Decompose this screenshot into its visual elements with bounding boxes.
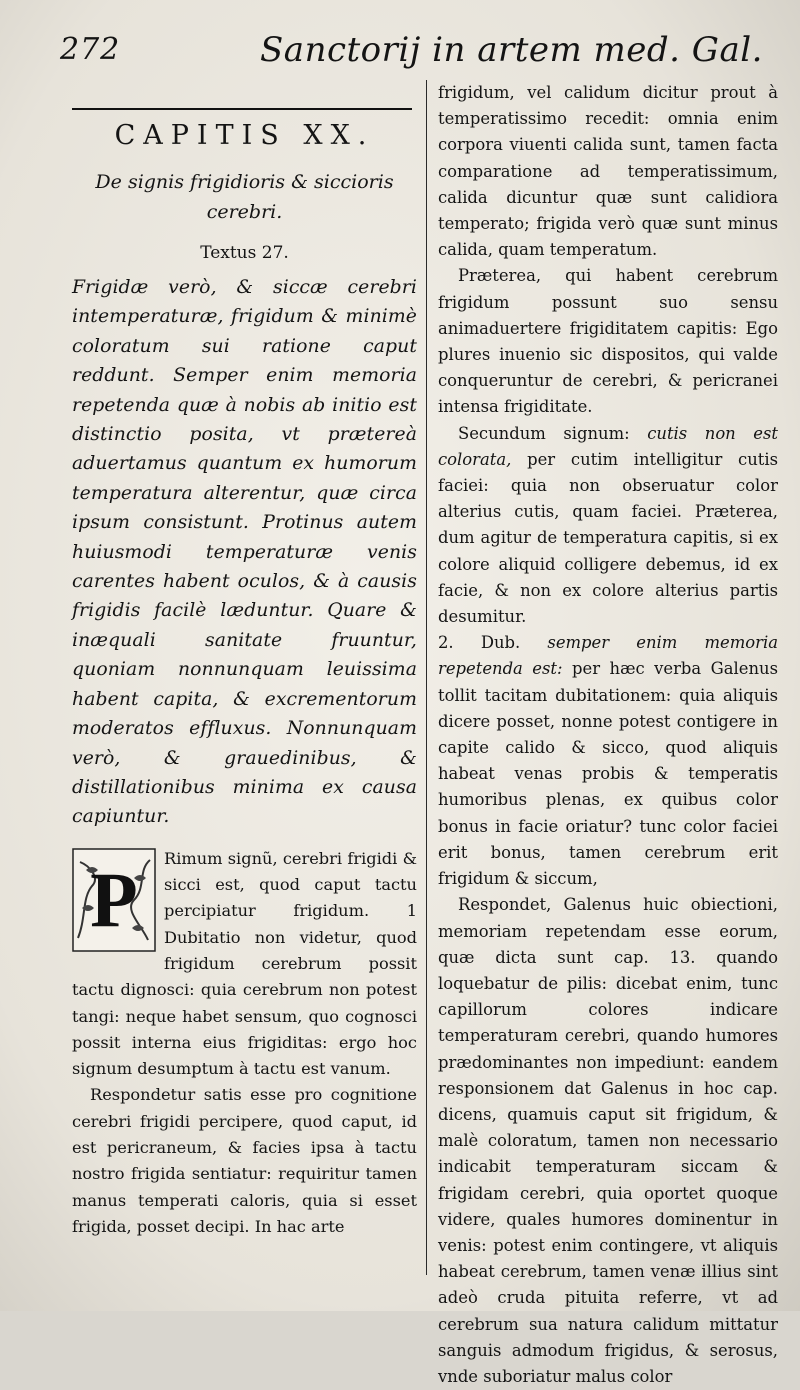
svg-text:P: P (90, 855, 138, 943)
commentary-left (72, 846, 417, 1240)
galen-text: Frigidæ verò, & siccæ cerebri intemperaturæ, frigidum & minimè coloratum sui ratione caput reddunt. Semper enim memoria repetenda quæ à nobis ab initio est distinctio posita, vt prætereà aduertamus quantum ex humorum temperatura alterentur, quæ circa ipsum consistunt. Protinus autem huiusmodi temperaturæ venis carentes habent oculos, & à causis frigidis facilè læduntur. Quare & inæquali sanitate fruuntur, quoniam nonnunquam leuissima habent capita, & excrementorum moderatos effluxus. Nonnunquam verò, & grauedinibus, & distillationibus minima ex causa capiuntur. (72, 277, 417, 828)
commentary-paragraph: Præterea, qui habent cerebrum frigidum possunt suo sensu animaduertere frigiditatem capitis: Ego plures inuenio sic dispositos, qui valde conqueruntur de cerebri, & pericranei intensa frigiditate. (438, 266, 778, 417)
commentary-italic: semper enim memoria repetenda est: (438, 633, 778, 679)
chapter-rule (72, 108, 412, 110)
left-column (72, 80, 417, 1285)
commentary-paragraph (438, 421, 778, 631)
commentary-text: Secundum signum: (458, 423, 630, 443)
commentary-text: 2. Dub. (438, 633, 521, 653)
running-head: Sanctorij in artem med. Gal. (260, 30, 763, 70)
commentary-paragraph: frigidum, vel calidum dicitur prout à temperatissimo recedit: omnia enim corpora viuenti calida sunt, tamen facta comparatione ad temperatissimum, calida dicuntur quæ sunt calidiora temperato; frigida verò quæ sunt minus calida, quam temperatum. (438, 83, 778, 260)
commentary-paragraph: Rimum signũ, cerebri frigidi & sicci est, quod caput tactu percipiatur frigidum. 1 Dubitatio non videtur, quod frigidum cerebrum possit tactu dignosci: quia cerebrum non potest tangi: neque habet sensum, quo cognosci possit interna eius frigiditas: ergo hoc signum desumptum à tactu est vanum. (72, 848, 417, 1079)
right-column (438, 80, 779, 1386)
page-number: 272 (60, 32, 121, 67)
chapter-title: CAPITIS XX. (114, 120, 375, 151)
commentary-right (438, 80, 778, 1390)
chapter-subtitle: De signis frigidioris & siccioris cerebri. (95, 171, 394, 223)
textus-label: Textus 27. (200, 243, 289, 263)
page-header (60, 26, 780, 76)
commentary-text: per hæc verba Galenus tollit tacitam dubitationem: quia aliquis dicere posset, nonne potest contigere in capite calido & sicco, quod aliquis habeat venas probis & temperatis humoribus plenas, ex quibus color bonus in facie oriatur? tunc color faciei erit bonus, tamen cerebrum erit frigidum & siccum, (438, 659, 778, 889)
ornamental-dropcap-icon (72, 848, 156, 952)
commentary-text: per cutim intelligitur cutis faciei: quia non obseruatur color alterius cutis, quam faciei. Præterea, dum agitur de temperatura capitis, si ex colore aliquid colligere debemus, id ex facie, & non ex colore alterius partis desumitur. (438, 449, 779, 627)
commentary-italic: cutis non est colorata, (438, 423, 778, 469)
column-divider (426, 80, 427, 1275)
commentary-paragraph: Respondetur satis esse pro cognitione cerebri frigidi percipere, quod caput, id est pericraneum, & facies ipsa à tactu nostro frigida sentiatur: requiritur tamen manus temperati caloris, quia si esset frigida, posset decipi. In hac arte (72, 1085, 417, 1236)
commentary-paragraph: Respondet, Galenus huic obiectioni, memoriam repetendam esse eorum, quæ dicta sunt cap. 13. quando loquebatur de pilis: dicebat enim, tunc capillorum colores indicare temperaturam cerebri, quando humores prædominantes non impediunt: eandem responsionem dat Galenus in hoc cap. dicens, quamuis caput sit frigidum, & malè coloratum, tamen non necessario indicabit temperaturam siccam & frigidam cerebri, quia oportet quoque videre, quales humores dominentur in venis: potest enim contingere, vt aliquis habeat cerebrum, tamen venæ illius sint adeò cruda pituita referre, vt ad cerebrum sua natura calidum mittatur sanguis admodum frigidus, & serosus, vnde suboriatur malus color (438, 895, 778, 1386)
commentary-paragraph (438, 630, 778, 892)
